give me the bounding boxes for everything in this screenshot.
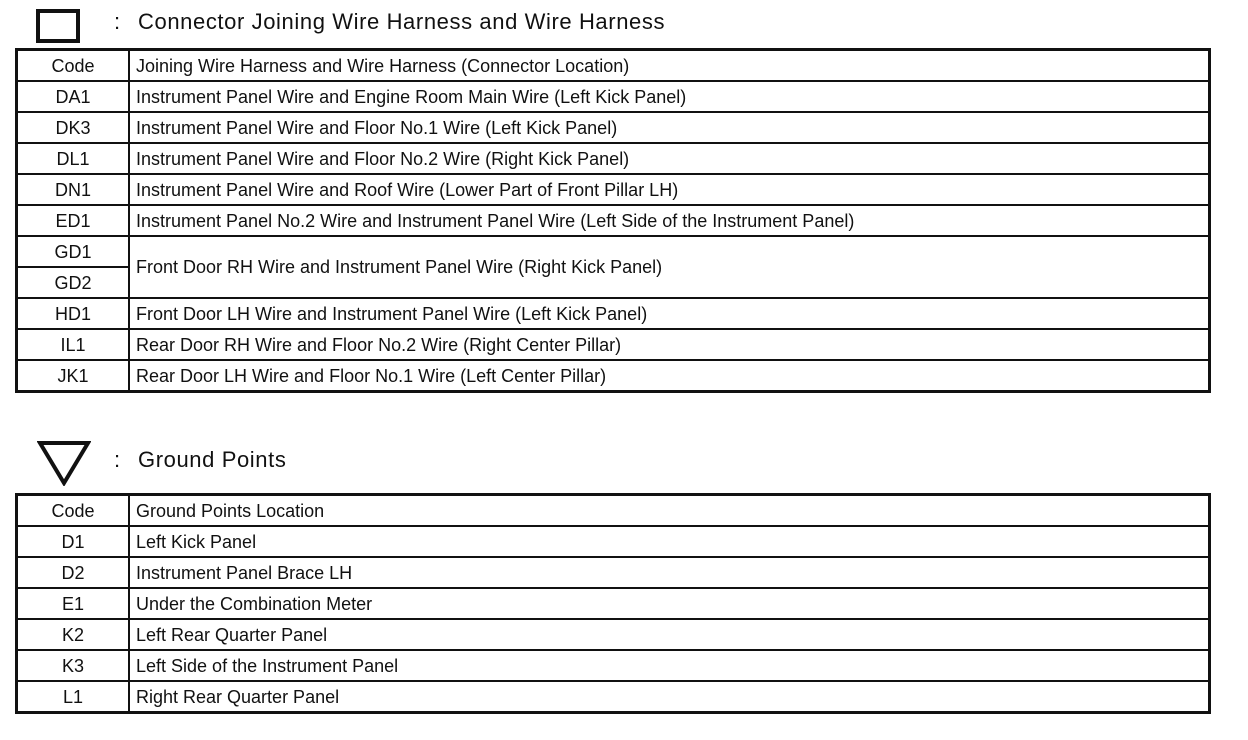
connector-code: DA1	[17, 81, 130, 112]
connector-description: Instrument Panel Wire and Floor No.1 Wire (Left Kick Panel)	[129, 112, 1210, 143]
table-row	[17, 588, 1210, 619]
table-row	[17, 557, 1210, 588]
ground-code: D2	[17, 557, 130, 588]
table-row	[17, 526, 1210, 557]
table-row	[17, 81, 1210, 112]
connector-code: GD1	[17, 236, 130, 267]
connector-legend-colon: :	[114, 9, 121, 34]
ground-location: Left Side of the Instrument Panel	[129, 650, 1210, 681]
connector-code: IL1	[17, 329, 130, 360]
table-row	[17, 650, 1210, 681]
connector-location-column-header: Joining Wire Harness and Wire Harness (Connector Location)	[129, 50, 1210, 82]
table-row	[17, 205, 1210, 236]
table-row	[17, 681, 1210, 713]
connector-code: ED1	[17, 205, 130, 236]
table-row	[17, 619, 1210, 650]
connector-description: Instrument Panel No.2 Wire and Instrument Panel Wire (Left Side of the Instrument Panel)	[129, 205, 1210, 236]
connector-legend-title: Connector Joining Wire Harness and Wire Harness	[138, 9, 666, 34]
ground-location: Instrument Panel Brace LH	[129, 557, 1210, 588]
ground-location: Right Rear Quarter Panel	[129, 681, 1210, 713]
code-column-header: Code	[17, 50, 130, 82]
ground-location: Left Rear Quarter Panel	[129, 619, 1210, 650]
table-header-row	[17, 50, 1210, 82]
connector-description: Rear Door RH Wire and Floor No.2 Wire (Right Center Pillar)	[129, 329, 1210, 360]
ground-location: Left Kick Panel	[129, 526, 1210, 557]
connector-code: HD1	[17, 298, 130, 329]
connector-code: DL1	[17, 143, 130, 174]
ground-code: E1	[17, 588, 130, 619]
ground-triangle-icon	[37, 440, 91, 486]
code-column-header: Code	[17, 495, 130, 527]
connector-table	[15, 48, 1211, 393]
connector-square-icon	[36, 9, 80, 43]
ground-code: K3	[17, 650, 130, 681]
connector-code: GD2	[17, 267, 130, 298]
ground-location: Under the Combination Meter	[129, 588, 1210, 619]
table-header-row	[17, 495, 1210, 527]
ground-legend-colon: :	[114, 447, 121, 472]
table-row	[17, 236, 1210, 267]
table-row	[17, 143, 1210, 174]
table-row	[17, 298, 1210, 329]
connector-code: DK3	[17, 112, 130, 143]
connector-description: Instrument Panel Wire and Engine Room Main Wire (Left Kick Panel)	[129, 81, 1210, 112]
connector-description: Instrument Panel Wire and Floor No.2 Wire (Right Kick Panel)	[129, 143, 1210, 174]
ground-legend-title: Ground Points	[138, 447, 287, 472]
ground-code: L1	[17, 681, 130, 713]
ground-code: D1	[17, 526, 130, 557]
ground-code: K2	[17, 619, 130, 650]
table-row	[17, 360, 1210, 392]
ground-location-column-header: Ground Points Location	[129, 495, 1210, 527]
table-row	[17, 112, 1210, 143]
ground-legend	[0, 438, 1248, 478]
connector-description: Front Door LH Wire and Instrument Panel Wire (Left Kick Panel)	[129, 298, 1210, 329]
ground-points-table	[15, 493, 1211, 714]
connector-description: Rear Door LH Wire and Floor No.1 Wire (Left Center Pillar)	[129, 360, 1210, 392]
connector-code: DN1	[17, 174, 130, 205]
table-row	[17, 174, 1210, 205]
connector-description: Front Door RH Wire and Instrument Panel Wire (Right Kick Panel)	[129, 236, 1210, 298]
connector-description: Instrument Panel Wire and Roof Wire (Lower Part of Front Pillar LH)	[129, 174, 1210, 205]
table-row	[17, 329, 1210, 360]
connector-code: JK1	[17, 360, 130, 392]
connector-legend	[0, 0, 1248, 40]
